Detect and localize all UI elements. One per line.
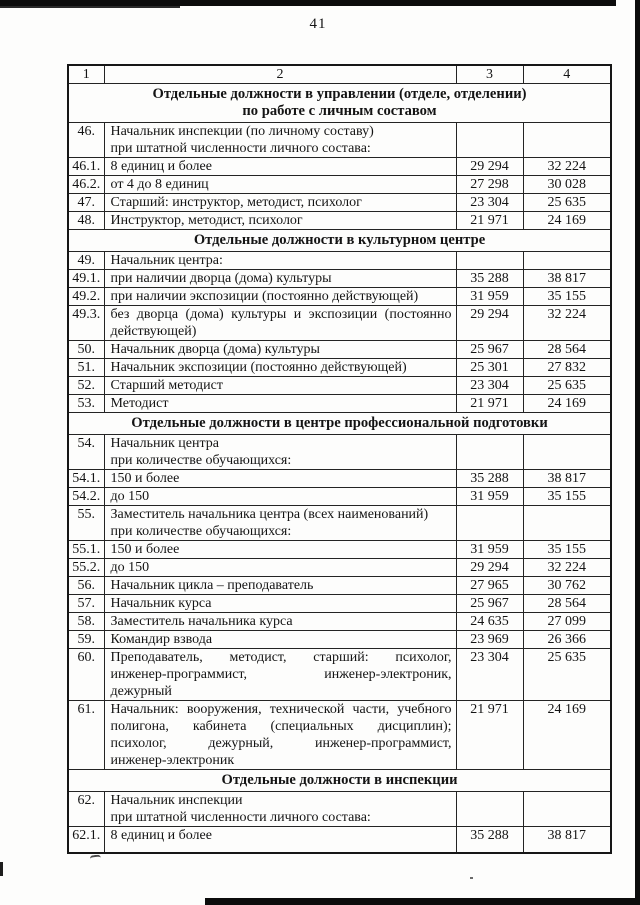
row-number-cell: 52.	[68, 377, 104, 395]
position-name-line: Командир взвода	[110, 632, 213, 647]
section-header-row	[68, 413, 611, 435]
table-row	[68, 123, 611, 158]
row-number-cell: 61.	[68, 701, 104, 770]
position-name-cell	[104, 359, 456, 377]
scan-artifact-right-bar	[635, 0, 640, 905]
position-name-line: до 150	[110, 489, 150, 504]
position-name-line: инженер-программист, инженер-электроник,	[110, 667, 452, 682]
position-name-cell	[104, 377, 456, 395]
section-title	[68, 413, 611, 435]
row-number-cell: 62.1.	[68, 827, 104, 853]
value-cell-3: 31 959	[456, 288, 523, 306]
table-row	[68, 158, 611, 176]
position-name-cell	[104, 252, 456, 270]
row-number-cell: 51.	[68, 359, 104, 377]
position-name-cell	[104, 123, 456, 158]
value-cell-3: 31 959	[456, 488, 523, 506]
row-number-cell: 49.	[68, 252, 104, 270]
section-title	[68, 230, 611, 252]
positions-salary-table	[67, 64, 612, 854]
section-title-line: по работе с личным составом	[242, 103, 437, 119]
value-cell-4: 30 028	[523, 176, 611, 194]
value-cell-3: 21 971	[456, 701, 523, 770]
value-cell-4: 25 635	[523, 377, 611, 395]
value-cell-4	[523, 123, 611, 158]
position-name-cell	[104, 792, 456, 827]
position-name-line: при количестве обучающихся:	[110, 524, 292, 539]
value-cell-4: 27 832	[523, 359, 611, 377]
position-name-cell	[104, 194, 456, 212]
row-number-cell: 49.3.	[68, 306, 104, 341]
table-row	[68, 194, 611, 212]
position-name-cell	[104, 306, 456, 341]
table-row	[68, 306, 611, 341]
section-title	[68, 84, 611, 123]
section-header-row	[68, 770, 611, 792]
position-name-line: Старший методист	[110, 378, 223, 393]
value-cell-3	[456, 792, 523, 827]
table-row	[68, 701, 611, 770]
value-cell-3: 35 288	[456, 470, 523, 488]
position-name-line: Методист	[110, 396, 169, 411]
position-name-line: Начальник инспекции (по личному составу)	[110, 124, 374, 139]
table-row	[68, 395, 611, 413]
row-number-cell: 60.	[68, 649, 104, 701]
column-header-3: 3	[456, 65, 523, 84]
row-number-cell: 62.	[68, 792, 104, 827]
value-cell-4: 24 169	[523, 212, 611, 230]
value-cell-4	[523, 792, 611, 827]
table-row	[68, 792, 611, 827]
scan-artifact-bottom-bar	[205, 898, 640, 905]
position-name-cell	[104, 158, 456, 176]
section-title-line: Отдельные должности в инспекции	[221, 772, 458, 788]
value-cell-3: 23 969	[456, 631, 523, 649]
table-body	[68, 84, 611, 853]
position-name-line: при наличии дворца (дома) культуры	[110, 271, 332, 286]
table-row	[68, 252, 611, 270]
position-name-line: Преподаватель, методист, старший: психолог,	[110, 650, 452, 665]
value-cell-4: 24 169	[523, 701, 611, 770]
position-name-line: полигона, кабинета (специальных дисциплин);	[110, 719, 452, 734]
position-name-line: Заместитель начальника курса	[110, 614, 293, 629]
position-name-line: 150 и более	[110, 542, 180, 557]
position-name-cell	[104, 470, 456, 488]
table-row	[68, 506, 611, 541]
row-number-cell: 46.1.	[68, 158, 104, 176]
table-row	[68, 488, 611, 506]
position-name-line: Старший: инструктор, методист, психолог	[110, 195, 362, 210]
value-cell-4: 28 564	[523, 595, 611, 613]
value-cell-4: 32 224	[523, 559, 611, 577]
value-cell-4: 38 817	[523, 270, 611, 288]
row-number-cell: 49.2.	[68, 288, 104, 306]
position-name-line: 8 единиц и более	[110, 828, 212, 843]
value-cell-4	[523, 506, 611, 541]
position-name-cell	[104, 631, 456, 649]
position-name-line: Заместитель начальника центра (всех наименований)	[110, 507, 429, 522]
value-cell-3	[456, 435, 523, 470]
value-cell-3: 29 294	[456, 158, 523, 176]
value-cell-3	[456, 252, 523, 270]
section-header-row	[68, 230, 611, 252]
section-title-line: Отдельные должности в управлении (отделе, отделении)	[152, 86, 527, 102]
row-number-cell: 55.2.	[68, 559, 104, 577]
column-header-2: 2	[104, 65, 456, 84]
position-name-cell	[104, 395, 456, 413]
section-header-row	[68, 84, 611, 123]
section-title-line: Отдельные должности в центре профессиональной подготовки	[131, 415, 548, 431]
scan-artifact-tilde	[90, 854, 102, 862]
table-row	[68, 595, 611, 613]
value-cell-4: 35 155	[523, 288, 611, 306]
position-name-line: Начальник центра	[110, 436, 219, 451]
table-row	[68, 541, 611, 559]
position-name-line: Инструктор, методист, психолог	[110, 213, 303, 228]
scan-artifact-speck	[470, 877, 473, 879]
position-name-cell	[104, 559, 456, 577]
value-cell-4: 30 762	[523, 577, 611, 595]
value-cell-3	[456, 123, 523, 158]
value-cell-4: 32 224	[523, 306, 611, 341]
column-header-row	[68, 65, 611, 84]
row-number-cell: 54.2.	[68, 488, 104, 506]
table-row	[68, 613, 611, 631]
position-name-cell	[104, 506, 456, 541]
position-name-line: 150 и более	[110, 471, 180, 486]
table-row	[68, 577, 611, 595]
position-name-cell	[104, 288, 456, 306]
value-cell-3: 21 971	[456, 212, 523, 230]
position-name-line: при штатной численности личного состава:	[110, 810, 371, 825]
table-row	[68, 470, 611, 488]
row-number-cell: 55.1.	[68, 541, 104, 559]
position-name-cell	[104, 212, 456, 230]
value-cell-4: 25 635	[523, 194, 611, 212]
position-name-cell	[104, 488, 456, 506]
row-number-cell: 56.	[68, 577, 104, 595]
position-name-cell	[104, 176, 456, 194]
table-row	[68, 435, 611, 470]
column-header-1: 1	[68, 65, 104, 84]
position-name-line: Начальник экспозиции (постоянно действующей)	[110, 360, 407, 375]
table-row	[68, 559, 611, 577]
table-row	[68, 212, 611, 230]
table-row	[68, 176, 611, 194]
value-cell-3: 35 288	[456, 827, 523, 853]
value-cell-3: 27 298	[456, 176, 523, 194]
value-cell-3	[456, 506, 523, 541]
value-cell-3: 25 967	[456, 341, 523, 359]
position-name-line: Начальник: вооружения, технической части, учебного	[110, 702, 452, 717]
value-cell-4: 27 099	[523, 613, 611, 631]
row-number-cell: 47.	[68, 194, 104, 212]
value-cell-4: 28 564	[523, 341, 611, 359]
value-cell-4: 32 224	[523, 158, 611, 176]
row-number-cell: 55.	[68, 506, 104, 541]
page-number: 41	[309, 16, 327, 32]
position-name-cell	[104, 541, 456, 559]
value-cell-3: 23 304	[456, 649, 523, 701]
row-number-cell: 50.	[68, 341, 104, 359]
value-cell-4	[523, 252, 611, 270]
position-name-cell	[104, 341, 456, 359]
row-number-cell: 49.1.	[68, 270, 104, 288]
row-number-cell: 54.1.	[68, 470, 104, 488]
position-name-cell	[104, 270, 456, 288]
row-number-cell: 53.	[68, 395, 104, 413]
section-title	[68, 770, 611, 792]
value-cell-3: 21 971	[456, 395, 523, 413]
value-cell-4: 35 155	[523, 541, 611, 559]
position-name-cell	[104, 595, 456, 613]
row-number-cell: 46.	[68, 123, 104, 158]
position-name-cell	[104, 577, 456, 595]
value-cell-4: 25 635	[523, 649, 611, 701]
position-name-cell	[104, 613, 456, 631]
value-cell-3: 29 294	[456, 306, 523, 341]
value-cell-3: 25 967	[456, 595, 523, 613]
table-row	[68, 270, 611, 288]
value-cell-3: 35 288	[456, 270, 523, 288]
position-name-line: Начальник цикла – преподаватель	[110, 578, 314, 593]
value-cell-4: 24 169	[523, 395, 611, 413]
row-number-cell: 54.	[68, 435, 104, 470]
position-name-cell	[104, 435, 456, 470]
table-row	[68, 288, 611, 306]
position-name-line: Начальник инспекции	[110, 793, 243, 808]
row-number-cell: 46.2.	[68, 176, 104, 194]
position-name-line: без дворца (дома) культуры и экспозиции (постоянно	[110, 307, 452, 322]
position-name-line: при количестве обучающихся:	[110, 453, 292, 468]
value-cell-3: 25 301	[456, 359, 523, 377]
position-name-cell	[104, 649, 456, 701]
row-number-cell: 57.	[68, 595, 104, 613]
column-header-4: 4	[523, 65, 611, 84]
table-row	[68, 631, 611, 649]
position-name-line: Начальник курса	[110, 596, 212, 611]
value-cell-3: 23 304	[456, 194, 523, 212]
row-number-cell: 59.	[68, 631, 104, 649]
table-row	[68, 827, 611, 853]
table-row	[68, 341, 611, 359]
position-name-line: от 4 до 8 единиц	[110, 177, 209, 192]
position-name-line: до 150	[110, 560, 150, 575]
row-number-cell: 58.	[68, 613, 104, 631]
scan-artifact-top-fragment	[0, 6, 180, 8]
table-row	[68, 649, 611, 701]
position-name-line: дежурный	[110, 684, 172, 699]
value-cell-3: 23 304	[456, 377, 523, 395]
position-name-line: при наличии экспозиции (постоянно действующей)	[110, 289, 419, 304]
value-cell-4: 35 155	[523, 488, 611, 506]
value-cell-4	[523, 435, 611, 470]
position-name-line: Начальник дворца (дома) культуры	[110, 342, 320, 357]
position-name-line: при штатной численности личного состава:	[110, 141, 371, 156]
position-name-cell	[104, 701, 456, 770]
scan-artifact-left-notch	[0, 862, 3, 876]
value-cell-3: 29 294	[456, 559, 523, 577]
value-cell-3: 27 965	[456, 577, 523, 595]
position-name-line: 8 единиц и более	[110, 159, 212, 174]
row-number-cell: 48.	[68, 212, 104, 230]
value-cell-3: 24 635	[456, 613, 523, 631]
position-name-cell	[104, 827, 456, 853]
position-name-line: инженер-электроник	[110, 753, 235, 768]
position-name-line: психолог, дежурный, инженер-программист,	[110, 736, 452, 751]
value-cell-4: 26 366	[523, 631, 611, 649]
value-cell-4: 38 817	[523, 470, 611, 488]
section-title-line: Отдельные должности в культурном центре	[193, 232, 486, 248]
position-name-line: действующей)	[110, 324, 197, 339]
table-row	[68, 359, 611, 377]
position-name-line: Начальник центра:	[110, 253, 223, 268]
value-cell-3: 31 959	[456, 541, 523, 559]
table-row	[68, 377, 611, 395]
value-cell-4: 38 817	[523, 827, 611, 853]
